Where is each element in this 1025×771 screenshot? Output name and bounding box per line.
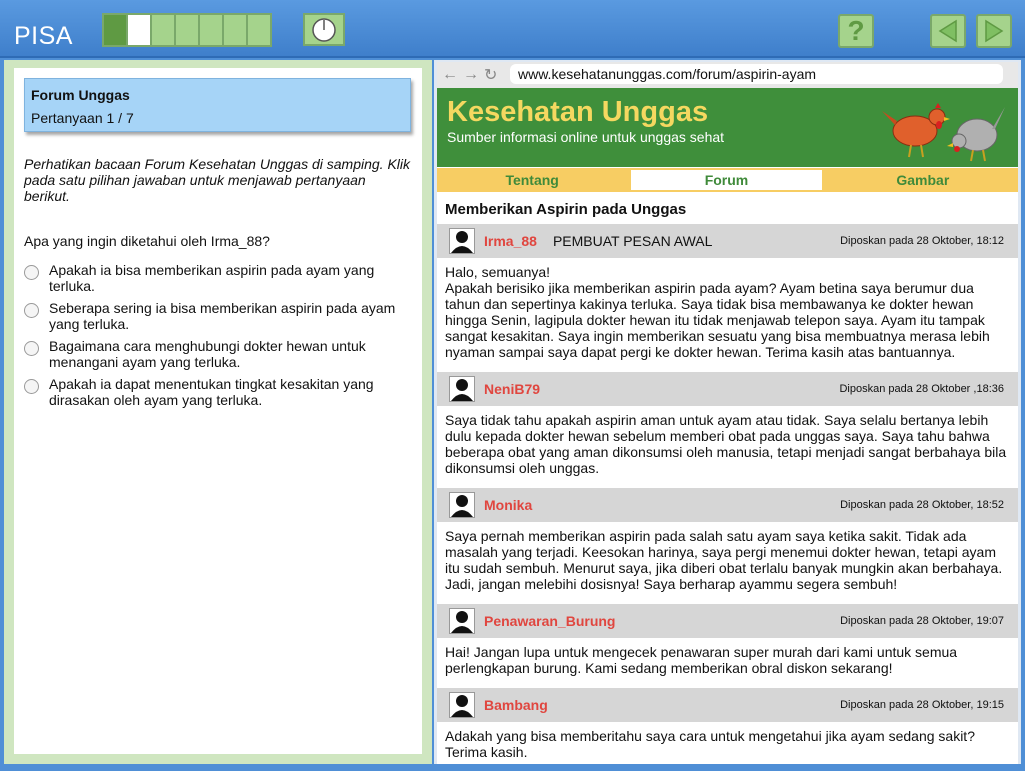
forum-post: [437, 372, 1018, 488]
question-panel: [4, 60, 432, 764]
radio-button[interactable]: [24, 303, 39, 318]
progress-cell: [128, 15, 152, 45]
forum-post: [437, 488, 1018, 604]
radio-button[interactable]: [24, 265, 39, 280]
progress-cell: [152, 15, 176, 45]
forward-arrow-icon[interactable]: →: [463, 66, 479, 83]
site-subtitle: Sumber informasi online untuk unggas sehat: [447, 129, 725, 145]
post-body: Hai! Jangan lupa untuk mengecek penawaran super murah dari kami untuk semua perlengkapan burung. Kami sedang memberikan obral diskon sekarang!: [445, 644, 958, 676]
stimulus-panel: [434, 60, 1021, 764]
site-header: [437, 88, 1018, 167]
answer-option-label: Seberapa sering ia bisa memberikan aspirin pada ayam yang terluka.: [49, 300, 396, 332]
question-header: [24, 78, 411, 132]
post-date: Diposkan pada 28 Oktober, 19:07: [840, 615, 1004, 627]
person-icon: [451, 609, 473, 633]
post-header: [437, 224, 1018, 258]
progress-cell: [200, 15, 224, 45]
post-body: Saya tidak tahu apakah aspirin aman untuk ayam atau tidak. Saya selalu bertanya lebih dulu kepada dokter hewan sebelum memberi obat pada unggas saya. Saya tahu bahwa beberapa obat yang aman dikonsumsi oleh manusia, tetapi menjadi sangat berbahaya bila dikonsumsi oleh unggas.: [445, 412, 1007, 476]
reload-icon[interactable]: ↻: [484, 67, 498, 84]
forum-webpage: [437, 88, 1018, 764]
answer-option-2[interactable]: [24, 300, 414, 332]
post-author: Monika: [484, 497, 533, 513]
post-author: Bambang: [484, 697, 548, 713]
user-avatar: [449, 376, 475, 402]
person-icon: [451, 377, 473, 401]
next-button[interactable]: [976, 14, 1012, 48]
browser-toolbar: [437, 62, 1018, 88]
radio-button[interactable]: [24, 379, 39, 394]
answer-option-3[interactable]: [24, 338, 414, 370]
post-header: [437, 688, 1018, 722]
arrow-right-icon: [982, 19, 1006, 43]
user-avatar: [449, 228, 475, 254]
post-author: NeniB79: [484, 381, 541, 397]
instruction-text: Perhatikan bacaan Forum Kesehatan Unggas di samping. Klik pada satu pilihan jawaban untuk menjawab pertanyaan berikut.: [24, 156, 410, 204]
question-area: [14, 68, 422, 754]
pisa-logo: PISA: [14, 22, 73, 50]
post-date: Diposkan pada 28 Oktober ,18:36: [839, 383, 1004, 395]
person-icon: [451, 493, 473, 517]
post-body: Adakah yang bisa memberitahu saya cara untuk mengetahui jika ayam sedang sakit? Terima kasih.: [445, 728, 975, 760]
timer-button[interactable]: [303, 13, 345, 46]
post-author: Penawaran_Burung: [484, 613, 616, 629]
progress-cell: [224, 15, 248, 45]
answer-option-4[interactable]: [24, 376, 414, 408]
thread-title: Memberikan Aspirin pada Unggas: [445, 201, 687, 218]
post-header: [437, 372, 1018, 406]
answer-option-label: Apakah ia bisa memberikan aspirin pada ayam yang terluka.: [49, 262, 375, 294]
post-body: Saya pernah memberikan aspirin pada salah satu ayam saya ketika sakit. Tidak ada masalah yang terjadi. Keesokan harinya, saya pergi menemui dokter hewan, tetapi ayam itu sudah sembuh. Menurut saya, jika diberi obat terlalu banyak mungkin akan berbahaya. Jadi, jangan melebihi dosisnya! Saya berharap ayammu segera sembuh!: [445, 528, 1003, 592]
post-header: [437, 488, 1018, 522]
progress-cell: [176, 15, 200, 45]
back-arrow-icon[interactable]: ←: [442, 66, 458, 83]
post-header: [437, 604, 1018, 638]
progress-cell: [104, 15, 128, 45]
post-role-tag: PEMBUAT PESAN AWAL: [552, 233, 713, 249]
forum-post: [437, 604, 1018, 688]
post-date: Diposkan pada 28 Oktober, 18:52: [840, 499, 1004, 511]
top-bar: [0, 0, 1025, 58]
question-progress: [102, 13, 272, 47]
previous-button[interactable]: [930, 14, 966, 48]
user-avatar: [449, 492, 475, 518]
answer-option-1[interactable]: [24, 262, 414, 294]
help-button[interactable]: ?: [838, 14, 874, 48]
site-navigation: [437, 168, 1018, 192]
post-author: Irma_88: [484, 233, 537, 249]
user-avatar: [449, 608, 475, 634]
post-date: Diposkan pada 28 Oktober, 19:15: [840, 699, 1004, 711]
forum-post: [437, 688, 1018, 764]
chickens-illustration: [877, 91, 1012, 165]
question-text: Apa yang ingin diketahui oleh Irma_88?: [24, 233, 270, 249]
progress-cell: [248, 15, 270, 45]
address-bar[interactable]: www.kesehatanunggas.com/forum/aspirin-ayam: [510, 64, 1003, 84]
nav-tab-tentang[interactable]: Tentang: [505, 172, 559, 188]
person-icon: [451, 229, 473, 253]
question-counter: Pertanyaan 1 / 7: [31, 110, 134, 126]
unit-title: Forum Unggas: [31, 87, 130, 103]
forum-post: [437, 224, 1018, 372]
nav-tab-forum[interactable]: Forum: [631, 170, 821, 190]
forum-posts: [437, 224, 1018, 764]
person-icon: [451, 693, 473, 717]
radio-button[interactable]: [24, 341, 39, 356]
timer-icon: [311, 17, 337, 43]
post-date: Diposkan pada 28 Oktober, 18:12: [840, 235, 1004, 247]
nav-tab-gambar[interactable]: Gambar: [896, 172, 950, 188]
arrow-left-icon: [936, 19, 960, 43]
answer-option-label: Apakah ia dapat menentukan tingkat kesakitan yang dirasakan oleh ayam yang terluka.: [49, 376, 374, 408]
user-avatar: [449, 692, 475, 718]
answer-options: [24, 262, 414, 414]
answer-option-label: Bagaimana cara menghubungi dokter hewan untuk menangani ayam yang terluka.: [49, 338, 366, 370]
site-title: Kesehatan Unggas: [447, 96, 709, 128]
post-body: Halo, semuanya! Apakah berisiko jika memberikan aspirin pada ayam? Ayam betina saya berumur dua tahun dan sepertinya kakinya terluka. Saya tidak bisa membawanya ke dokter hewan hingga Senin, lagipula dokter hewan itu tidak menjawab telepon saya. Ayam itu tampak sangat kesakitan. Saya ingin memberikan sesuatu yang bisa membuatnya merasa lebih nyaman sampai saya dapat pergi ke dokter hewan. Terima kasih atas bantuannya.: [445, 264, 990, 360]
